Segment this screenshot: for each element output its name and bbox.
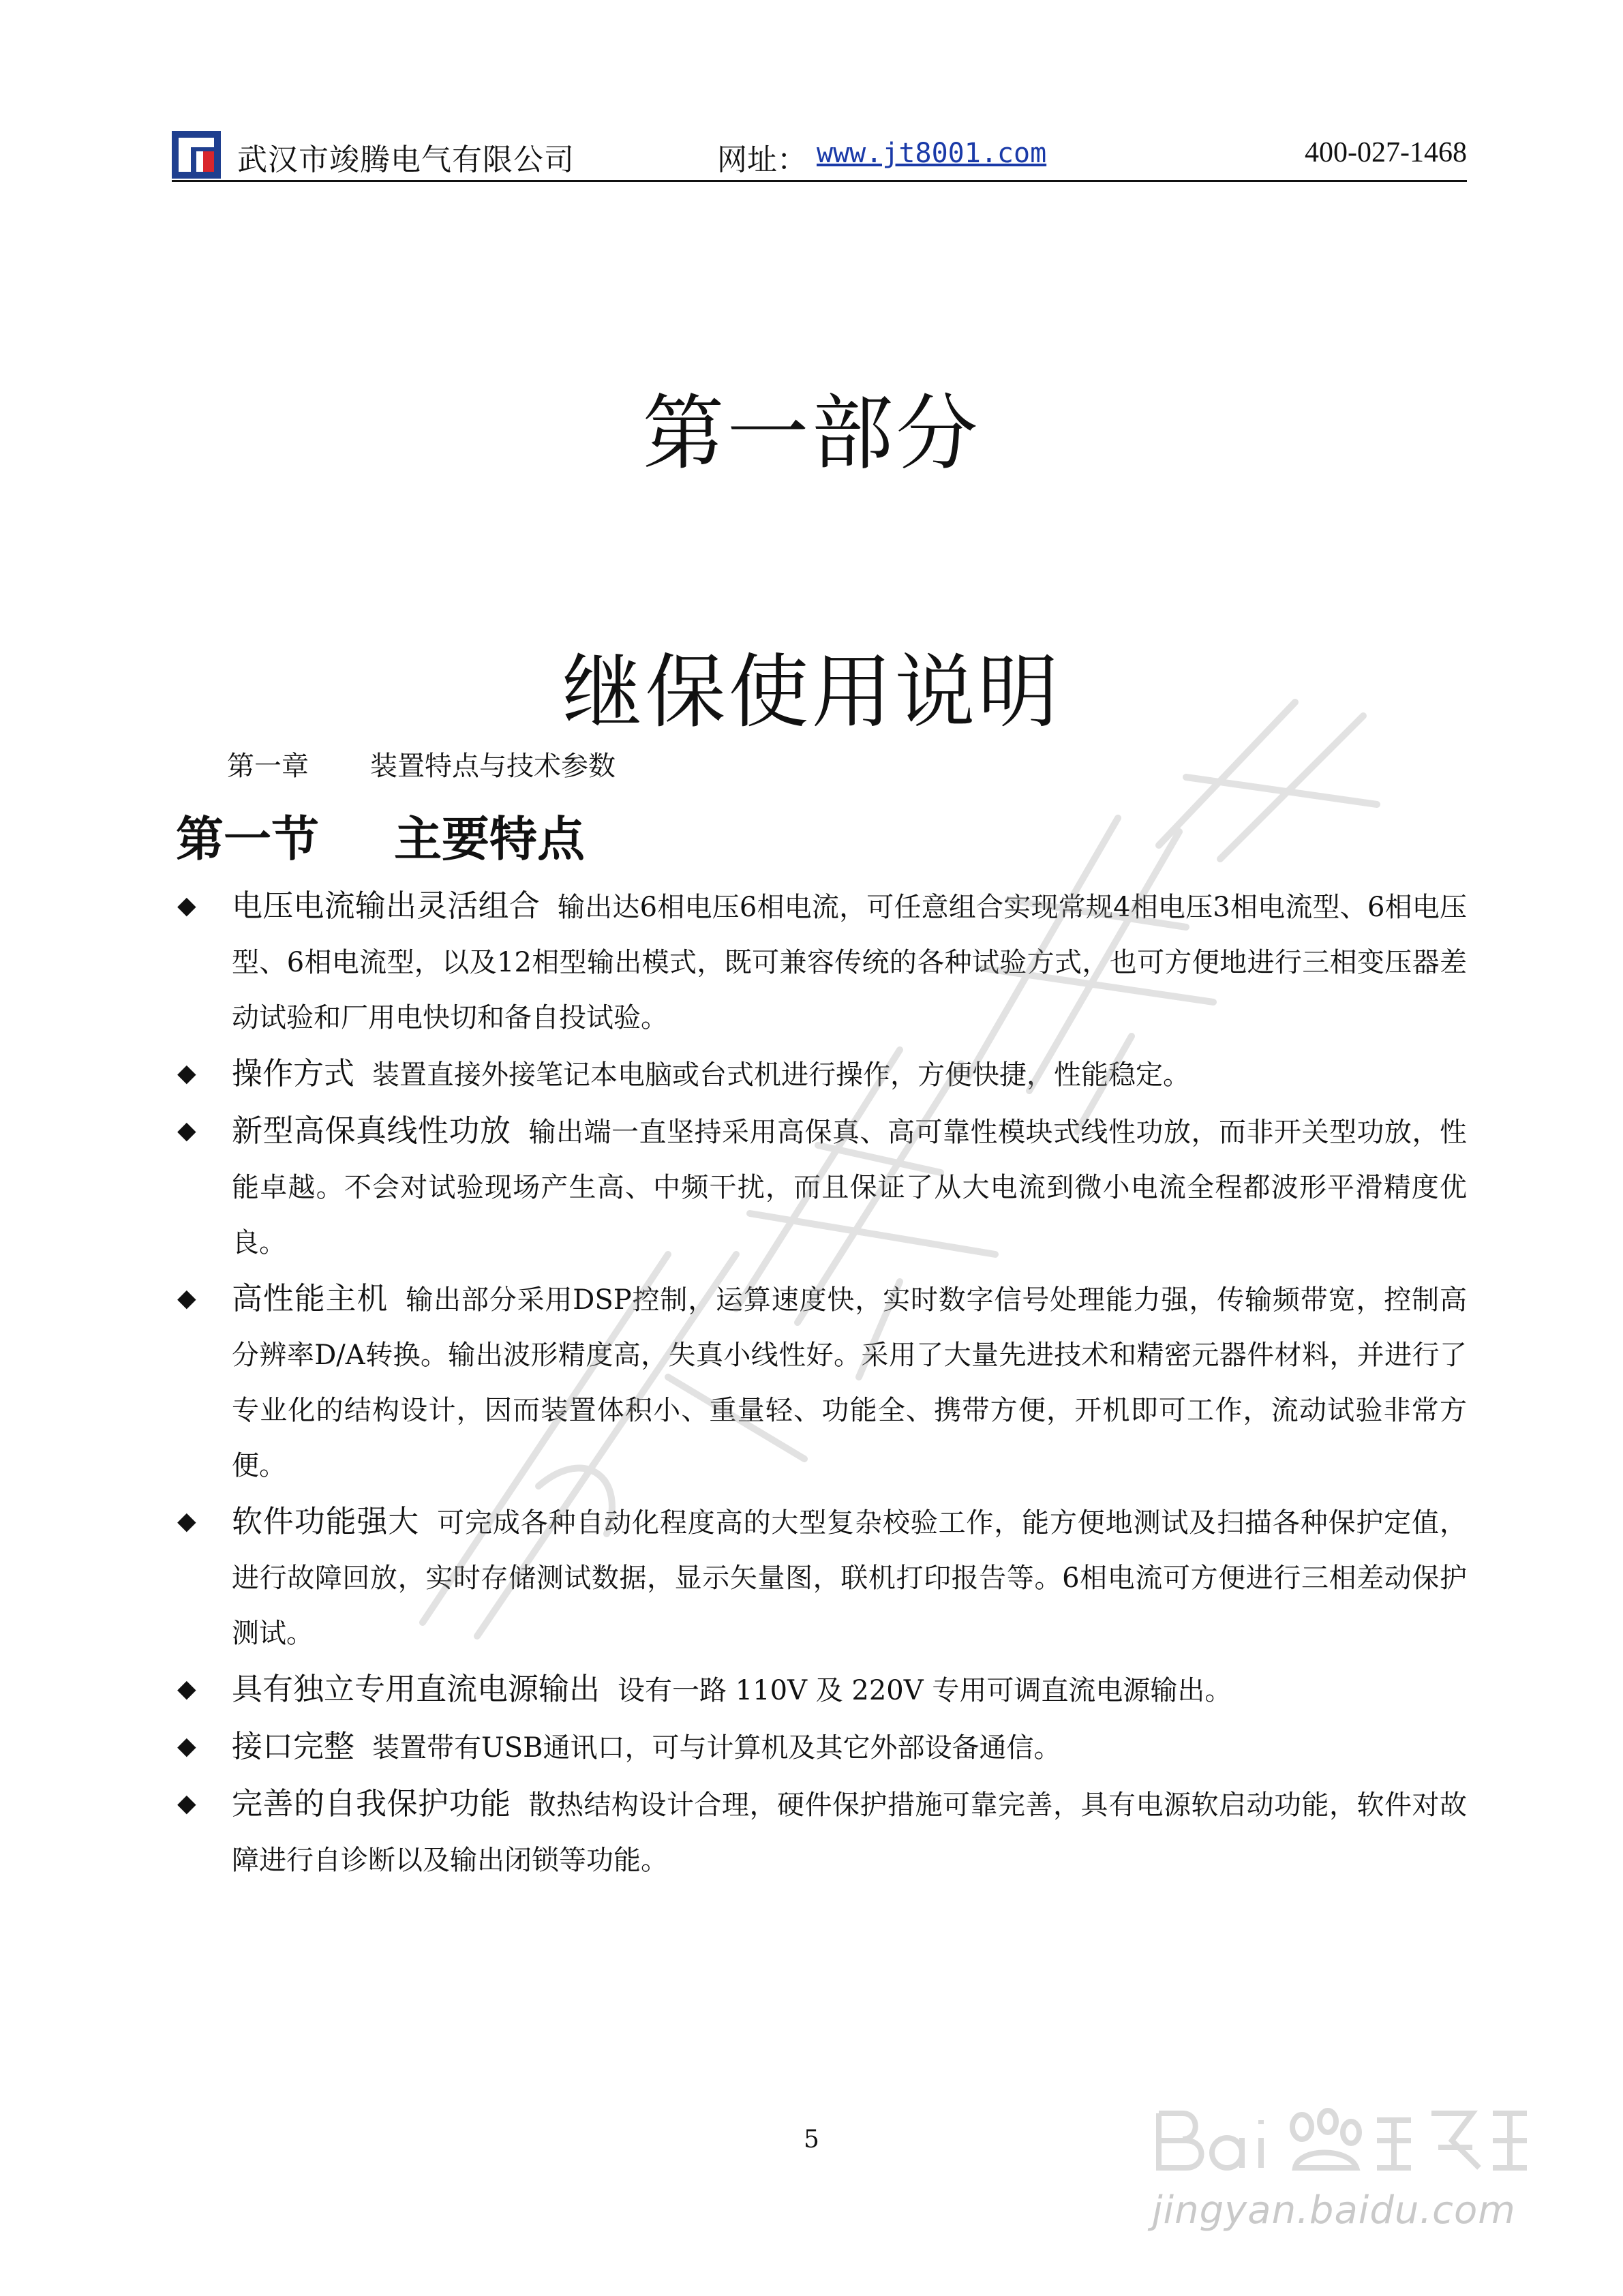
feature-name: 接口完整 bbox=[232, 1728, 355, 1764]
list-item bbox=[172, 1719, 1467, 1776]
feature-list bbox=[172, 878, 1467, 1888]
feature-name: 软件功能强大 bbox=[232, 1503, 420, 1539]
page-number: 5 bbox=[804, 2126, 819, 2154]
diamond-bullet-icon: ◆ bbox=[177, 1789, 196, 1817]
section-title: 主要特点 bbox=[394, 811, 585, 867]
feature-text: 可完成各种自动化程度高的大型复杂校验工作，能方便地测试及扫描各种保护定值，进行故障回放，实时存储测试数据，显示矢量图，联机打印报告等。6相电流可方便进行三相差动保护测试。 bbox=[232, 1507, 1467, 1649]
feature-name: 具有独立专用直流电源输出 bbox=[232, 1671, 601, 1707]
feature-text: 装置直接外接笔记本电脑或台式机进行操作，方便快捷，性能稳定。 bbox=[372, 1059, 1191, 1091]
feature-text: 输出端一直坚持采用高保真、高可靠性模块式线性功放，而非开关型功放，性能卓越。不会对试验现场产生高、中频干扰，而且保证了从大电流到微小电流全程都波形平滑精度优良。 bbox=[232, 1117, 1467, 1258]
baidu-watermark-url: jingyan.baidu.com bbox=[1152, 2188, 1516, 2233]
list-item bbox=[172, 1046, 1467, 1103]
phone-number: 400-027-1468 bbox=[1305, 137, 1467, 168]
list-item bbox=[172, 1494, 1467, 1661]
chapter-title: 装置特点与技术参数 bbox=[370, 751, 616, 782]
diamond-bullet-icon: ◆ bbox=[177, 1732, 196, 1760]
section-number: 第一节 bbox=[176, 811, 319, 867]
diamond-bullet-icon: ◆ bbox=[177, 892, 196, 920]
list-item bbox=[172, 1103, 1467, 1271]
diamond-bullet-icon: ◆ bbox=[177, 1284, 196, 1312]
chapter-number: 第一章 bbox=[227, 751, 309, 782]
part-title: 第一部分 bbox=[642, 387, 981, 481]
diamond-bullet-icon: ◆ bbox=[177, 1507, 196, 1535]
list-item bbox=[172, 1661, 1467, 1719]
list-item bbox=[172, 1776, 1467, 1888]
diamond-bullet-icon: ◆ bbox=[177, 1675, 196, 1703]
feature-name: 新型高保真线性功放 bbox=[232, 1113, 511, 1149]
chapter-heading bbox=[227, 744, 616, 783]
feature-text: 设有一路 110V 及 220V 专用可调直流电源输出。 bbox=[618, 1675, 1232, 1706]
diamond-bullet-icon: ◆ bbox=[177, 1059, 196, 1087]
feature-name: 操作方式 bbox=[232, 1055, 355, 1091]
header-divider bbox=[172, 180, 1467, 182]
feature-name: 高性能主机 bbox=[232, 1280, 389, 1316]
baidu-logo-icon bbox=[1152, 2100, 1534, 2181]
diamond-bullet-icon: ◆ bbox=[177, 1117, 196, 1145]
feature-text: 输出部分采用DSP控制，运算速度快，实时数字信号处理能力强，传输频带宽，控制高分辨率D/A转换。输出波形精度高，失真小线性好。采用了大量先进技术和精密元器件材料，并进行了专业化的结构设计，因而装置体积小、重量轻、功能全、携带方便，开机即可工作，流动试验非常方便。 bbox=[232, 1284, 1467, 1481]
list-item bbox=[172, 1271, 1467, 1494]
feature-name: 完善的自我保护功能 bbox=[232, 1785, 511, 1822]
website-link[interactable]: www.jt8001.com bbox=[817, 138, 1047, 169]
company-logo-icon bbox=[172, 131, 221, 179]
feature-text: 散热结构设计合理，硬件保护措施可靠完善，具有电源软启动功能，软件对故障进行自诊断以及输出闭锁等功能。 bbox=[232, 1789, 1467, 1876]
list-item bbox=[172, 878, 1467, 1046]
section-heading bbox=[176, 801, 585, 870]
feature-text: 输出达6相电压6相电流，可任意组合实现常规4相电压3相电流型、6相电压型、6相电流型，以及12相型输出模式，既可兼容传统的各种试验方式，也可方便地进行三相变压器差动试验和厂用电快切和备自投试验。 bbox=[232, 892, 1467, 1033]
document-title: 继保使用说明 bbox=[562, 645, 1061, 739]
feature-text: 装置带有USB通讯口，可与计算机及其它外部设备通信。 bbox=[372, 1732, 1061, 1764]
feature-name: 电压电流输出灵活组合 bbox=[232, 888, 540, 924]
company-name: 武汉市竣腾电气有限公司 bbox=[237, 142, 575, 177]
website-label: 网址： bbox=[717, 142, 807, 177]
page-header bbox=[172, 130, 1467, 183]
